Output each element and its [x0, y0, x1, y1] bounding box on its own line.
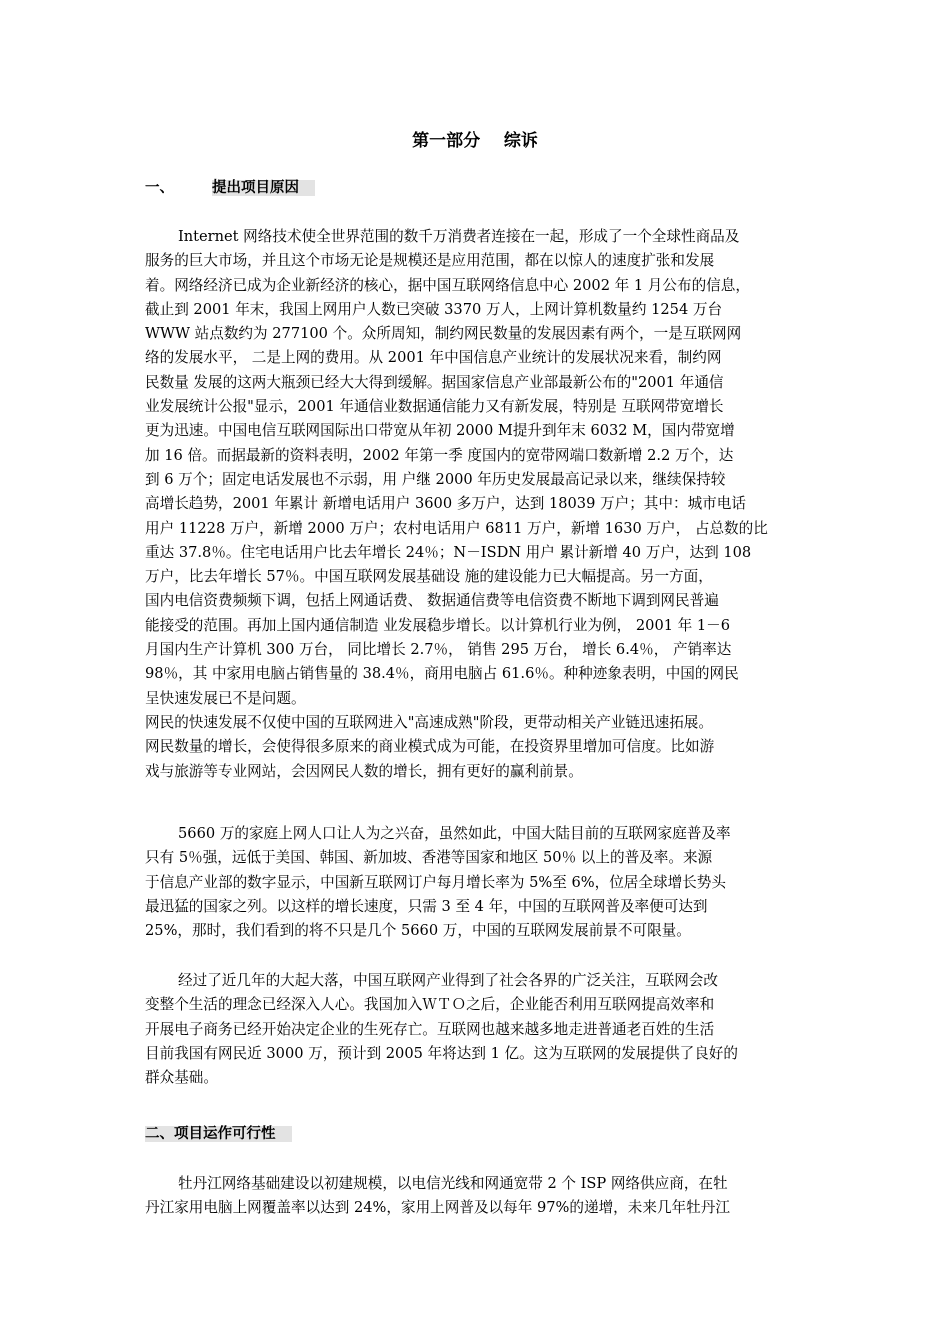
text-line: 网民的快速发展不仅使中国的互联网进入"高速成熟"阶段，更带动相关产业链迅速拓展。	[145, 713, 713, 731]
text-line: 到 6 万个；固定电话发展也不示弱，用 户继 2000 年历史发展最高记录以来，继续保持较	[145, 470, 726, 488]
text-line: 25%，那时，我们看到的将不只是几个 5660 万，中国的互联网发展前景不可限量。	[145, 922, 691, 940]
text-line: 重达 37.8％。住宅电话用户比去年增长 24％；N－ISDN 用户 累计新增 40 万户，达到 108	[145, 543, 752, 561]
paragraph-1	[145, 225, 813, 784]
text-line: 国内电信资费频频下调，包括上网通话费、 数据通信费等电信资费不断地下调到网民普遍	[145, 592, 719, 610]
text-line: 群众基础。	[145, 1069, 218, 1087]
text-line: 月国内生产计算机 300 万台， 同比增长 2.7％， 销售 295 万台， 增长 6.4％， 产销率达	[145, 641, 732, 659]
text-line: 牡丹江网络基础建设以初建规模，以电信光线和网通宽带 2 个 ISP 网络供应商，在牡	[178, 1175, 728, 1192]
text-line: 网民数量的增长，会使得很多原来的商业模式成为可能，在投资界里增加可信度。比如游	[145, 738, 715, 756]
section-heading-1	[145, 178, 315, 198]
text-line: WWW 站点数约为 277100 个。众所周知，制约网民数量的发展因素有两个，一是互联网网	[145, 325, 742, 343]
text-line: 民数量 发展的这两大瓶颈已经大大得到缓解。据国家信息产业部最新公布的"2001 年通信	[145, 373, 724, 391]
text-line: 用户 11228 万户，新增 2000 万户；农村电话用户 6811 万户，新增 1630 万户， 占总数的比	[145, 519, 768, 537]
text-line: 络的发展水平， 二是上网的费用。从 2001 年中国信息产业统计的发展状况来看，制约网	[145, 349, 722, 367]
text-line: 最迅猛的国家之列。以这样的增长速度，只需 3 至 4 年，中国的互联网普及率便可达到	[145, 897, 708, 915]
text-line: 服务的巨大市场，并且这个市场无论是规模还是应用范围，都在以惊人的速度扩张和发展	[145, 252, 715, 270]
text-line: 经过了近几年的大起大落，中国互联网产业得到了社会各界的广泛关注，互联网会改	[178, 972, 718, 989]
text-line: 只有 5％强，远低于美国、韩国、新加坡、香港等国家和地区 50％ 以上的普及率。来源	[145, 849, 713, 867]
text-line: 于信息产业部的数字显示，中国新互联网订户每月增长率为 5%至 6%，位居全球增长势头	[145, 873, 726, 891]
text-line: 能接受的范围。再加上国内通信制造 业发展稳步增长。以计算机行业为例， 2001 年 1－6	[145, 616, 731, 634]
text-line: 业发展统计公报"显示，2001 年通信业数据通信能力又有新发展，特别是 互联网带宽增长	[145, 398, 724, 416]
text-line: 呈快速发展已不是问题。	[145, 689, 306, 707]
paragraph-2	[145, 822, 813, 943]
text-line: Internet 网络技术使全世界范围的数千万消费者连接在一起，形成了一个全球性商品及	[178, 228, 740, 245]
section-title: 提出项目原因	[212, 180, 315, 196]
text-line: 着。网络经济已成为企业新经济的核心，据中国互联网络信息中心 2002 年 1 月公布的信息，	[145, 276, 750, 294]
text-line: 截止到 2001 年末，我国上网用户人数已突破 3370 万人，上网计算机数量约 1254 万台	[145, 300, 723, 318]
text-line: 高增长趋势，2001 年累计 新增电话用户 3600 多万户，达到 18039 万户；其中：城市电话	[145, 495, 746, 513]
section-heading-2	[145, 1124, 292, 1144]
text-line: 变整个生活的理念已经深入人心。我国加入ＷＴＯ之后，企业能否利用互联网提高效率和	[145, 996, 715, 1014]
text-line: 戏与旅游等专业网站，会因网民人数的增长，拥有更好的赢利前景。	[145, 762, 583, 780]
paragraph-4	[145, 1172, 813, 1221]
page-title: 第一部分 综诉	[412, 131, 538, 151]
text-line: 98％，其 中家用电脑占销售量的 38.4％，商用电脑占 61.6％。种种迹象表明，中国的网民	[145, 665, 739, 683]
text-line: 开展电子商务已经开始决定企业的生死存亡。互联网也越来越多地走进普通老百姓的生活	[145, 1020, 715, 1038]
text-line: 加 16 倍。而据最新的资料表明，2002 年第一季 度国内的宽带网端口数新增 2.2 万个，达	[145, 446, 734, 464]
text-line: 目前我国有网民近 3000 万，预计到 2005 年将达到 1 亿。这为互联网的发展提供了良好的	[145, 1044, 738, 1062]
text-line: 更为迅速。中国电信互联网国际出口带宽从年初 2000 M提升到年末 6032 M，国内带宽增	[145, 422, 735, 440]
text-line: 5660 万的家庭上网人口让人为之兴奋，虽然如此，中国大陆目前的互联网家庭普及率	[178, 825, 731, 842]
section-number: 一、	[145, 180, 174, 196]
paragraph-3	[145, 969, 813, 1090]
text-line: 丹江家用电脑上网覆盖率以达到 24%，家用上网普及以每年 97%的递增，未来几年牡丹江	[145, 1199, 730, 1217]
section-title: 二、项目运作可行性	[145, 1126, 292, 1142]
text-line: 万户，比去年增长 57％。中国互联网发展基础设 施的建设能力已大幅提高。另一方面，	[145, 568, 713, 586]
